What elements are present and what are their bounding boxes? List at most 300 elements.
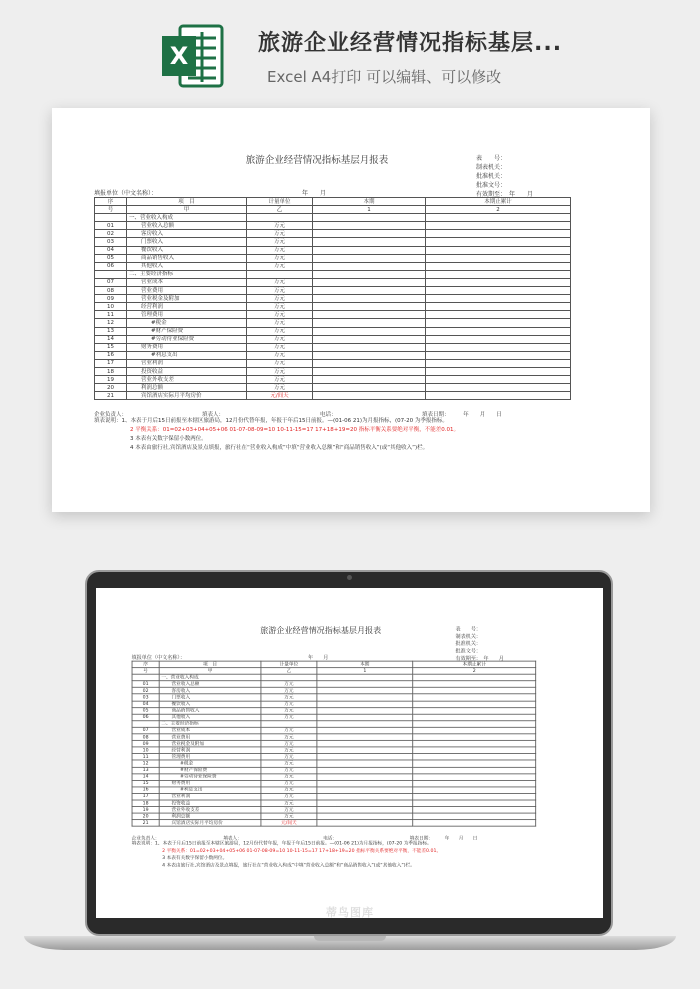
table-row	[132, 800, 536, 807]
value-cell-cumulative	[426, 238, 571, 246]
table-cell: 18	[95, 367, 127, 375]
value-cell-cumulative	[413, 727, 536, 734]
value-cell-cumulative	[426, 295, 571, 303]
table-cell: #利息支出	[159, 787, 261, 794]
table-cell: 万元	[261, 793, 317, 800]
table-cell: 12	[95, 319, 127, 327]
value-cell-cumulative	[413, 767, 536, 774]
table-cell: 万元	[247, 295, 313, 303]
table-cell: 万元	[247, 367, 313, 375]
table-cell: 万元	[261, 813, 317, 820]
table-row	[95, 230, 571, 238]
value-cell-current	[317, 820, 413, 827]
table-cell: 03	[95, 238, 127, 246]
laptop-brand: 蒂鸟图库	[326, 906, 374, 919]
footer-date: 填表日期： 年 月 日	[409, 836, 478, 842]
table-cell: 05	[95, 254, 127, 262]
value-cell-current	[313, 392, 426, 400]
table-row	[132, 734, 536, 741]
table-row	[95, 278, 571, 286]
table-cell: 21	[132, 820, 159, 827]
meta-line: 有效期至： 年 月	[476, 191, 534, 198]
table-cell: 营业收入总额	[159, 681, 261, 688]
value-cell-cumulative	[426, 214, 571, 222]
value-cell-current	[317, 740, 413, 747]
table-cell: 营业利润	[127, 359, 247, 367]
table-cell: 2	[426, 206, 571, 214]
value-cell-current	[313, 278, 426, 286]
table-row	[132, 820, 536, 827]
value-cell-cumulative	[426, 303, 571, 311]
meta-line: 有效期至： 年 月	[455, 655, 504, 662]
value-cell-current	[313, 351, 426, 359]
value-cell-current	[317, 701, 413, 708]
year-month: 年 月	[302, 190, 327, 197]
footer-manager: 企业负责人：	[131, 836, 160, 842]
table-cell: 营业税金及附加	[127, 295, 247, 303]
table-cell	[247, 214, 313, 222]
table-cell: 营业成本	[159, 727, 261, 734]
table-cell: 餐饮收入	[159, 701, 261, 708]
table-cell: 门票收入	[159, 694, 261, 701]
table-cell: 项 目	[159, 661, 261, 668]
table-cell: 宾馆酒店实际月平均房价	[159, 820, 261, 827]
table-row	[95, 214, 571, 222]
table-cell: 序	[132, 661, 159, 668]
table-cell: 万元	[247, 319, 313, 327]
table-cell: 15	[132, 780, 159, 787]
table-cell: 万元	[261, 681, 317, 688]
value-cell-current	[313, 311, 426, 319]
table-cell: 甲	[127, 206, 247, 214]
value-cell-current	[317, 694, 413, 701]
page-title: 旅游企业经营情况指标基层...	[258, 31, 563, 56]
table-row	[132, 740, 536, 747]
table-cell: 营业税金及附加	[159, 740, 261, 747]
table-cell: 客房收入	[127, 230, 247, 238]
table-row	[95, 359, 571, 367]
table-cell: 19	[95, 376, 127, 384]
value-cell-current	[317, 707, 413, 714]
table-cell: 万元	[261, 740, 317, 747]
table-row	[95, 327, 571, 335]
table-cell: 07	[95, 278, 127, 286]
table-cell: 03	[132, 694, 159, 701]
table-cell: 商品销售收入	[127, 254, 247, 262]
table-row	[95, 303, 571, 311]
meta-line: 表 号：	[455, 626, 482, 633]
table-cell: 万元	[261, 767, 317, 774]
table-cell: 万元	[261, 714, 317, 721]
table-cell	[95, 270, 127, 278]
value-cell-current	[317, 767, 413, 774]
table-cell: 1	[313, 206, 426, 214]
table-cell: 万元	[247, 230, 313, 238]
table-cell: 利润总额	[159, 813, 261, 820]
table-cell: 投资收益	[159, 800, 261, 807]
table-cell: 01	[132, 681, 159, 688]
table-cell: 一、营业收入构成	[127, 214, 247, 222]
table-row	[132, 674, 536, 681]
table-cell: 营业利润	[159, 793, 261, 800]
table-cell: 20	[132, 813, 159, 820]
table-cell: 13	[132, 767, 159, 774]
value-cell-cumulative	[426, 343, 571, 351]
table-cell: 乙	[261, 668, 317, 675]
value-cell-current	[313, 270, 426, 278]
table-cell	[261, 674, 317, 681]
table-cell: 17	[95, 359, 127, 367]
value-cell-current	[313, 359, 426, 367]
value-cell-current	[317, 760, 413, 767]
table-cell: 05	[132, 707, 159, 714]
table-cell: 17	[132, 793, 159, 800]
value-cell-current	[313, 262, 426, 270]
table-cell: 万元	[247, 262, 313, 270]
table-cell: 经营利润	[159, 747, 261, 754]
note-4: 4 本表由旅行社,宾馆酒店及景点填报，旅行社在“营业收入构成”中填“营业收入总额”和“商品销售收入”(或“其他收入”)栏。	[162, 863, 415, 869]
table-cell: 万元	[247, 384, 313, 392]
table-cell: 08	[132, 734, 159, 741]
value-cell-current	[313, 327, 426, 335]
footer-manager: 企业负责人：	[94, 412, 128, 418]
svg-text:X: X	[169, 42, 189, 70]
meta-line: 制表机关：	[476, 164, 507, 171]
value-cell-cumulative	[413, 740, 536, 747]
value-cell-cumulative	[426, 384, 571, 392]
table-cell: 经营利润	[127, 303, 247, 311]
table-row	[132, 727, 536, 734]
table-cell: 02	[132, 688, 159, 695]
table-row	[95, 262, 571, 270]
table-cell: 营业费用	[159, 734, 261, 741]
table-row	[95, 254, 571, 262]
value-cell-current	[317, 800, 413, 807]
table-cell: 13	[95, 327, 127, 335]
value-cell-cumulative	[426, 327, 571, 335]
sheet-preview	[52, 108, 650, 512]
table-cell: 14	[95, 335, 127, 343]
table-row	[95, 295, 571, 303]
table-cell: 万元	[247, 335, 313, 343]
table-cell	[132, 674, 159, 681]
table-cell: 乙	[247, 206, 313, 214]
table-cell: 本期止累计	[426, 198, 571, 206]
table-cell: 商品销售收入	[159, 707, 261, 714]
table-cell: 万元	[261, 688, 317, 695]
table-cell: 11	[95, 311, 127, 319]
table-cell: 管理费用	[159, 754, 261, 761]
value-cell-current	[313, 303, 426, 311]
table-row	[95, 367, 571, 375]
table-cell: 营业外收支差	[127, 376, 247, 384]
value-cell-current	[313, 230, 426, 238]
table-row	[95, 351, 571, 359]
table-cell: 元/间天	[247, 392, 313, 400]
table-cell: 06	[132, 714, 159, 721]
value-cell-cumulative	[413, 800, 536, 807]
value-cell-cumulative	[426, 376, 571, 384]
table-cell: #财产保险费	[159, 767, 261, 774]
table-row	[95, 222, 571, 230]
note-2: 2 平衡关系：01=02+03+04+05+06 01-07-08-09=10 10-11-15=17 17+18+19=20 指标平衡关系要绝对平衡，不能差0.01。	[162, 848, 442, 854]
table-row	[132, 701, 536, 708]
value-cell-current	[313, 214, 426, 222]
table-cell: 管理费用	[127, 311, 247, 319]
table-cell: 万元	[261, 727, 317, 734]
sheet-title: 旅游企业经营情况指标基层月报表	[260, 626, 382, 636]
table-cell: 一、营业收入构成	[159, 674, 261, 681]
value-cell-current	[313, 384, 426, 392]
note-3: 3 本表有关数字保留小数两位。	[130, 436, 207, 442]
table-cell: 万元	[261, 800, 317, 807]
table-cell: 餐饮收入	[127, 246, 247, 254]
table-cell: 计量单位	[261, 661, 317, 668]
footer-preparer: 填表人：	[223, 836, 242, 842]
table-cell: 04	[95, 246, 127, 254]
table-cell: 07	[132, 727, 159, 734]
value-cell-current	[313, 238, 426, 246]
value-cell-cumulative	[426, 222, 571, 230]
table-cell	[95, 214, 127, 222]
table-cell: 09	[95, 295, 127, 303]
table-cell: 投资收益	[127, 367, 247, 375]
value-cell-cumulative	[426, 230, 571, 238]
table-cell: 万元	[247, 303, 313, 311]
value-cell-cumulative	[413, 707, 536, 714]
table-cell: #税金	[159, 760, 261, 767]
table-cell: 其他收入	[159, 714, 261, 721]
value-cell-cumulative	[426, 392, 571, 400]
table-cell: 万元	[261, 694, 317, 701]
meta-line: 表 号：	[476, 155, 507, 162]
table-cell: 18	[132, 800, 159, 807]
table-cell: 客房收入	[159, 688, 261, 695]
table-cell: 利润总额	[127, 384, 247, 392]
note-1: 填表说明：1、本表于月后15日前报至本辖区旅游局，12月份代替年报，年报于年后15日前报。—(01-06 21)为月报指标，(07-20 为季报指标。	[94, 418, 448, 424]
table-cell: 本期	[313, 198, 426, 206]
table-cell: 财务费用	[127, 343, 247, 351]
table-cell: 12	[132, 760, 159, 767]
note-4: 4 本表由旅行社,宾馆酒店及景点填报，旅行社在“营业收入构成”中填“营业收入总额”和“商品销售收入”(或“其他收入”)栏。	[130, 445, 429, 451]
table-cell: 营业外收支差	[159, 807, 261, 814]
table-cell: 号	[132, 668, 159, 675]
value-cell-cumulative	[426, 278, 571, 286]
value-cell-cumulative	[426, 335, 571, 343]
header	[0, 0, 700, 108]
table-cell	[247, 270, 313, 278]
value-cell-current	[313, 319, 426, 327]
table-row	[132, 668, 536, 675]
table-cell: 万元	[247, 359, 313, 367]
table-cell: 宾馆酒店实际月平均房价	[127, 392, 247, 400]
table-row	[95, 311, 571, 319]
table-cell: 计量单位	[247, 198, 313, 206]
table-row	[95, 198, 571, 206]
table-cell: 万元	[261, 707, 317, 714]
table-row	[95, 392, 571, 400]
camera-icon	[347, 575, 352, 580]
table-cell: 门票收入	[127, 238, 247, 246]
table-cell: 万元	[261, 807, 317, 814]
value-cell-cumulative	[413, 701, 536, 708]
table-cell: #利息支出	[127, 351, 247, 359]
table-cell: 财务费用	[159, 780, 261, 787]
table-cell: 项 目	[127, 198, 247, 206]
report-table	[132, 661, 536, 827]
laptop-notch	[314, 936, 386, 941]
table-cell: 14	[132, 774, 159, 781]
value-cell-cumulative	[413, 760, 536, 767]
value-cell-current	[313, 287, 426, 295]
table-row	[95, 246, 571, 254]
value-cell-cumulative	[413, 694, 536, 701]
meta-line: 批准文号：	[476, 182, 507, 189]
value-cell-cumulative	[413, 734, 536, 741]
table-cell: 09	[132, 740, 159, 747]
table-cell: 16	[132, 787, 159, 794]
table-row	[132, 793, 536, 800]
value-cell-cumulative	[426, 270, 571, 278]
table-cell: 1	[317, 668, 413, 675]
table-cell: 16	[95, 351, 127, 359]
table-cell: 01	[95, 222, 127, 230]
table-cell: 08	[95, 287, 127, 295]
footer-phone: 电话：	[323, 836, 338, 842]
sheet-copy	[96, 588, 603, 918]
table-row	[95, 238, 571, 246]
meta-line: 批准机关：	[455, 641, 482, 647]
table-row	[132, 707, 536, 714]
value-cell-current	[313, 367, 426, 375]
table-row	[95, 335, 571, 343]
value-cell-current	[313, 376, 426, 384]
sheet-meta	[456, 626, 504, 663]
table-cell: 10	[132, 747, 159, 754]
table-row	[95, 319, 571, 327]
value-cell-current	[317, 734, 413, 741]
table-cell: 万元	[247, 287, 313, 295]
value-cell-cumulative	[426, 254, 571, 262]
value-cell-current	[313, 295, 426, 303]
footer-date: 填表日期： 年 月 日	[422, 412, 502, 418]
table-cell: 万元	[261, 734, 317, 741]
table-cell: 万元	[247, 343, 313, 351]
value-cell-current	[313, 254, 426, 262]
footer-phone: 电话：	[320, 412, 337, 418]
table-cell: 21	[95, 392, 127, 400]
table-cell: 本期	[317, 661, 413, 668]
value-cell-current	[317, 674, 413, 681]
table-cell: 万元	[247, 278, 313, 286]
table-cell: 二、主要经济指标	[159, 721, 261, 728]
table-row	[132, 767, 536, 774]
table-cell: #税金	[127, 319, 247, 327]
table-cell: 万元	[261, 701, 317, 708]
table-cell: 甲	[159, 668, 261, 675]
table-row	[95, 287, 571, 295]
table-cell: 万元	[247, 351, 313, 359]
table-row	[95, 206, 571, 214]
table-cell: 万元	[261, 787, 317, 794]
table-cell: 号	[95, 206, 127, 214]
table-cell: 万元	[247, 254, 313, 262]
value-cell-cumulative	[413, 820, 536, 827]
value-cell-cumulative	[413, 674, 536, 681]
table-cell: 万元	[261, 760, 317, 767]
value-cell-cumulative	[426, 246, 571, 254]
table-cell: 06	[95, 262, 127, 270]
value-cell-cumulative	[413, 793, 536, 800]
note-2: 2 平衡关系：01=02+03+04+05+06 01-07-08-09=10 10-11-15=17 17+18+19=20 指标平衡关系要绝对平衡，不能差0.01。	[130, 427, 459, 433]
table-cell: 04	[132, 701, 159, 708]
table-cell: 19	[132, 807, 159, 814]
year-month: 年 月	[308, 654, 329, 661]
table-row	[95, 343, 571, 351]
table-cell: #劳动待业保险费	[159, 774, 261, 781]
table-cell: 元/间天	[261, 820, 317, 827]
table-cell: 万元	[247, 311, 313, 319]
sheet-title: 旅游企业经营情况指标基层月报表	[245, 155, 389, 166]
value-cell-current	[313, 246, 426, 254]
laptop-screen	[96, 588, 603, 918]
laptop-mockup	[0, 560, 700, 989]
note-3: 3 本表有关数字保留小数两位。	[162, 855, 228, 861]
value-cell-cumulative	[426, 367, 571, 375]
table-cell: 营业成本	[127, 278, 247, 286]
table-cell: 本期止累计	[413, 661, 536, 668]
table-cell: 2	[413, 668, 536, 675]
sheet-thumbnail	[96, 588, 603, 918]
table-cell: 二、主要经济指标	[127, 270, 247, 278]
meta-line: 制表机关：	[455, 633, 482, 640]
table-cell: 营业费用	[127, 287, 247, 295]
value-cell-current	[313, 343, 426, 351]
meta-line: 批准机关：	[476, 173, 507, 180]
table-cell: 11	[132, 754, 159, 761]
table-cell: 万元	[261, 754, 317, 761]
table-row	[132, 760, 536, 767]
value-cell-cumulative	[426, 359, 571, 367]
table-cell: 10	[95, 303, 127, 311]
value-cell-current	[317, 793, 413, 800]
note-1: 填表说明：1、本表于月后15日前报至本辖区旅游局，12月份代替年报，年报于年后15日前报。—(01-06 21)为月报指标，(07-20 为季报指标。	[131, 841, 432, 847]
value-cell-cumulative	[426, 351, 571, 359]
sheet-meta	[476, 154, 533, 199]
table-cell: 万元	[247, 238, 313, 246]
table-cell: 万元	[247, 327, 313, 335]
table-cell: 万元	[261, 774, 317, 781]
unit-label: 填报单位（中文名称）：	[131, 654, 186, 661]
page-subtitle: Excel A4打印 可以编辑、可以修改	[267, 68, 502, 86]
table-cell: 营业收入总额	[127, 222, 247, 230]
report-table	[94, 197, 571, 400]
value-cell-cumulative	[426, 287, 571, 295]
table-cell: 15	[95, 343, 127, 351]
table-row	[95, 384, 571, 392]
table-cell: 万元	[261, 780, 317, 787]
value-cell-current	[313, 222, 426, 230]
table-cell: 万元	[247, 222, 313, 230]
table-cell: 万元	[261, 747, 317, 754]
footer-preparer: 填表人：	[202, 412, 225, 418]
table-cell: #财产保险费	[127, 327, 247, 335]
table-cell: 02	[95, 230, 127, 238]
meta-line: 批准文号：	[455, 648, 482, 655]
excel-icon	[160, 22, 224, 90]
table-row	[95, 376, 571, 384]
table-row	[95, 270, 571, 278]
